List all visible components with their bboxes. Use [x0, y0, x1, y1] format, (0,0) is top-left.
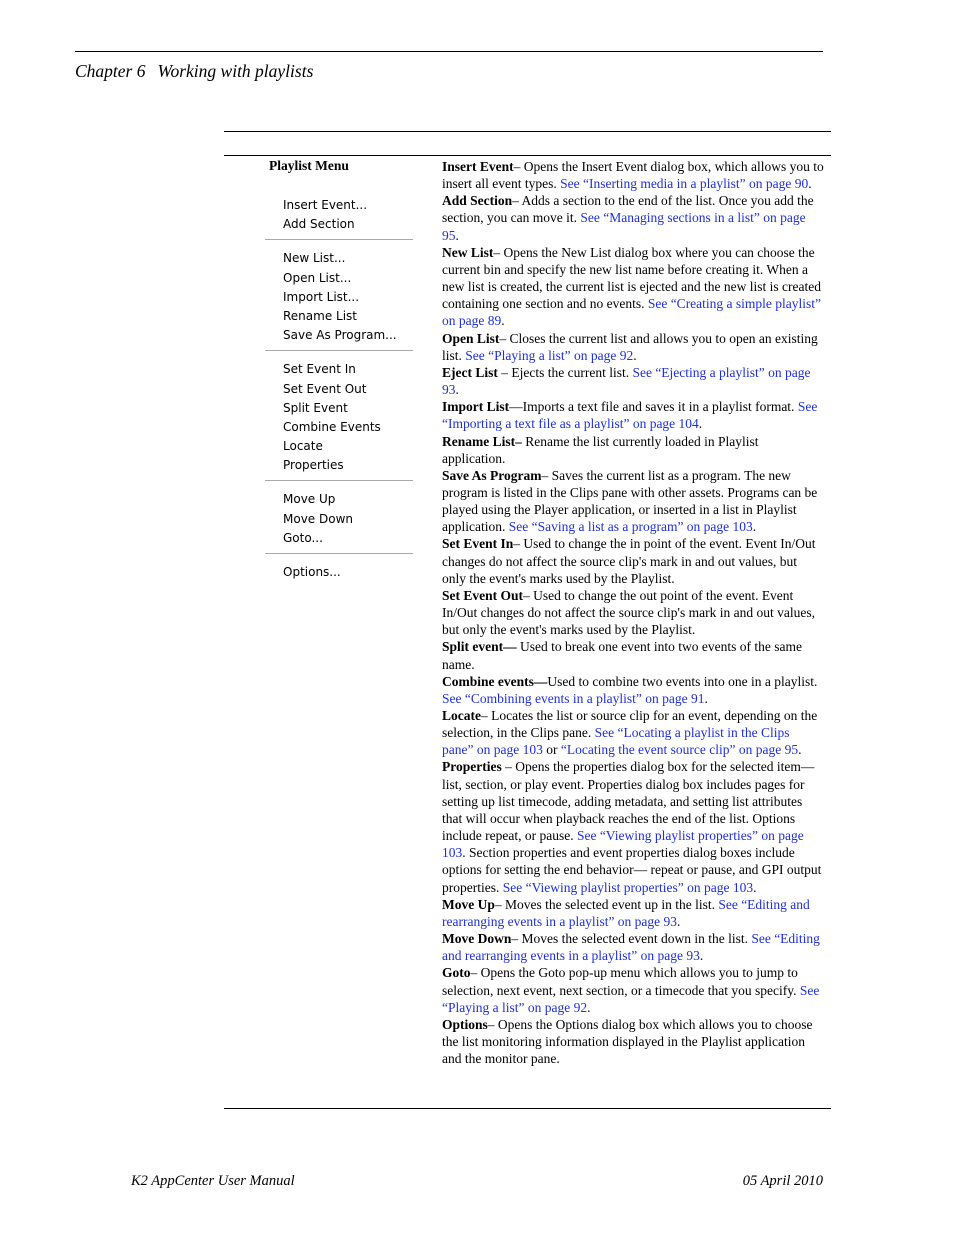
desc-text: . [698, 416, 703, 432]
menu-heading: Playlist Menu [269, 158, 349, 173]
desc-text: . [455, 382, 459, 398]
desc-add-section [442, 192, 824, 243]
chapter-label: Chapter 6 [75, 61, 146, 81]
desc-locate [442, 707, 824, 758]
desc-text: Used to break one event into two events of the same name. [442, 639, 802, 672]
desc-text: . [704, 690, 708, 706]
desc-term: Combine events— [442, 673, 548, 689]
footer-date: 05 April 2010 [742, 1173, 823, 1189]
desc-term: Rename List– [442, 433, 522, 449]
cross-reference-link[interactable]: See “Ejecting a playlist” on page 93 [442, 364, 811, 398]
desc-text: . [753, 879, 757, 895]
menu-item-new-list[interactable]: New List... [283, 251, 346, 266]
table-header-rule [224, 155, 831, 156]
cross-reference-link[interactable]: See “Locating a playlist in the Clips pane” on page 103 [442, 725, 790, 758]
menu-item-properties[interactable]: Properties [283, 458, 344, 473]
desc-term: Split event— [442, 639, 517, 655]
cross-reference-link[interactable]: See “Saving a list as a program” on page 103 [508, 519, 753, 535]
menu-separator [265, 480, 413, 481]
desc-text: – Saves the current list as a program. The new program is listed in the Clips pane with other assets. Programs can be played using the Player application, or inserted in a list in Playlist application. [442, 467, 818, 535]
desc-text: – Opens the Options dialog box which allows you to choose the list monitoring information displayed in the Playlist application and the monitor pane. [442, 1016, 813, 1067]
desc-text: – Moves the selected event down in the list. [511, 931, 752, 947]
desc-text: . [808, 176, 812, 192]
menu-item-goto[interactable]: Goto... [283, 530, 323, 545]
desc-text: – Opens the Goto pop-up menu which allows you to jump to selection, next event, next section, or a timecode that you specify. [442, 965, 800, 998]
desc-options [442, 1016, 824, 1067]
menu-item-combine-events[interactable]: Combine Events [283, 419, 381, 434]
desc-text: . Section properties and event properties dialog boxes include options for setting the end behavior— repeat or pause, and GPI output properties. [442, 845, 822, 895]
desc-text: – Locates the list or source clip for an event, depending on the selection, in the Clips pane. [442, 708, 818, 741]
cross-reference-link[interactable]: See “Viewing playlist properties” on page 103 [442, 828, 804, 861]
cross-reference-link[interactable]: See “Playing a list” on page 92 [465, 347, 634, 363]
desc-term: Import List [442, 399, 510, 415]
desc-combine-events [442, 673, 824, 707]
desc-set-event-in [442, 535, 824, 586]
header-rule [75, 51, 823, 52]
cross-reference-link[interactable]: See “Playing a list” on page 92 [442, 982, 820, 1015]
cross-reference-link[interactable]: See “Inserting media in a playlist” on page 90 [560, 176, 809, 192]
desc-text: Rename the list currently loaded in Playlist application. [442, 433, 759, 466]
desc-text: or [542, 742, 561, 758]
desc-goto [442, 964, 824, 1015]
desc-set-event-out [442, 587, 824, 638]
desc-term: Set Event In [442, 536, 514, 552]
table-bottom-rule [224, 1108, 831, 1109]
menu-item-set-event-in[interactable]: Set Event In [283, 362, 356, 377]
desc-split-event [442, 638, 824, 672]
desc-text: – Closes the current list and allows you to open an existing list. [442, 330, 818, 363]
menu-item-add-section[interactable]: Add Section [283, 217, 355, 232]
menu-separator [265, 239, 413, 240]
menu-descriptions [442, 158, 824, 1067]
desc-move-down [442, 930, 824, 964]
footer-manual-title: K2 AppCenter User Manual [131, 1173, 295, 1189]
desc-text: —Imports a text file and saves it in a playlist format. [509, 399, 798, 415]
desc-rename-list [442, 433, 824, 467]
desc-term: Goto [442, 965, 471, 981]
desc-term: Set Event Out [442, 587, 523, 603]
page-header [75, 61, 313, 82]
menu-separator [265, 350, 413, 351]
menu-separator [265, 553, 413, 554]
desc-text: Used to combine two events into one in a playlist. [547, 673, 818, 689]
desc-text: . [587, 999, 591, 1015]
cross-reference-link[interactable]: See “Combining events in a playlist” on page 91 [442, 690, 705, 706]
desc-term: Eject List [442, 364, 498, 380]
table-top-rule [224, 131, 831, 132]
desc-new-list [442, 244, 824, 330]
cross-reference-link[interactable]: See “Importing a text file as a playlist” on page 104 [442, 399, 818, 432]
desc-text: – Ejects the current list. [497, 364, 633, 380]
cross-reference-link[interactable]: See “Editing and rearranging events in a playlist” on page 93 [442, 931, 820, 964]
desc-move-up [442, 896, 824, 930]
menu-item-open-list[interactable]: Open List... [283, 270, 352, 285]
desc-text: – Moves the selected event up in the list. [494, 896, 719, 912]
cross-reference-link[interactable]: See “Managing sections in a list” on page 95 [442, 210, 806, 243]
desc-text: . [501, 313, 505, 329]
desc-text: – Opens the properties dialog box for the selected item—list, section, or play event. Properties dialog box includes pages for setting up list timecode, adding metadata, and setting list attributes that will occur when playback reaches the end of the list. Options include repeat, or pause. [442, 759, 815, 844]
desc-text: . [752, 519, 757, 535]
menu-item-save-as-program[interactable]: Save As Program... [283, 328, 397, 343]
desc-insert-event [442, 158, 824, 192]
menu-item-move-down[interactable]: Move Down [283, 511, 353, 526]
desc-term: Save As Program [442, 467, 542, 483]
desc-text: . [455, 227, 459, 243]
cross-reference-link[interactable]: See “Viewing playlist properties” on page 103 [502, 879, 754, 895]
playlist-menu [265, 196, 413, 582]
menu-item-set-event-out[interactable]: Set Event Out [283, 381, 367, 396]
cross-reference-link[interactable]: “Locating the event source clip” on page 95 [560, 742, 799, 758]
desc-open-list [442, 330, 824, 364]
desc-term: Insert Event [442, 159, 514, 174]
desc-term: Open List [442, 330, 500, 346]
desc-properties [442, 758, 824, 895]
desc-text: – Used to change the out point of the event. Event In/Out changes do not affect the source clip's mark in and out values, but only the event's marks used by the Playlist. [442, 587, 815, 638]
desc-term: Move Down [442, 931, 512, 947]
desc-text: . [798, 742, 802, 758]
menu-item-rename-list[interactable]: Rename List [283, 308, 358, 323]
menu-item-split-event[interactable]: Split Event [283, 400, 348, 415]
cross-reference-link[interactable]: See “Creating a simple playlist” on page 89 [442, 296, 822, 329]
cross-reference-link[interactable]: See “Editing and rearranging events in a playlist” on page 93 [442, 896, 810, 929]
desc-save-as-program [442, 467, 824, 536]
desc-text: – Used to change the in point of the event. Event In/Out changes do not affect the source clip's mark in and out values, but only the event's marks used by the Playlist. [442, 536, 816, 586]
desc-text: . [633, 347, 637, 363]
desc-term: Properties [442, 759, 502, 775]
desc-term: Locate [442, 708, 481, 723]
desc-text: . [699, 948, 704, 964]
chapter-title: Working with playlists [157, 61, 314, 81]
menu-item-import-list[interactable]: Import List... [283, 289, 360, 304]
desc-text: . [677, 913, 681, 929]
desc-term: New List [442, 244, 494, 260]
desc-text: – Opens the New List dialog box where you can choose the current bin and specify the new list name before creating it. When a new list is created, the current list is ejected and the new list is created containing one section and no events. [442, 244, 821, 312]
desc-import-list [442, 398, 824, 432]
menu-item-locate[interactable]: Locate [283, 439, 323, 454]
desc-eject-list [442, 364, 824, 398]
menu-item-move-up[interactable]: Move Up [283, 492, 336, 507]
desc-text: – Adds a section to the end of the list. Once you add the section, you can move it. [442, 193, 814, 226]
desc-term: Add Section [442, 193, 513, 209]
desc-text: – Opens the Insert Event dialog box, which allows you to insert all event types. [442, 159, 824, 192]
desc-term: Options [442, 1016, 488, 1032]
desc-term: Move Up [442, 896, 495, 912]
menu-item-insert-event[interactable]: Insert Event... [283, 198, 368, 212]
menu-item-options[interactable]: Options... [283, 565, 341, 579]
